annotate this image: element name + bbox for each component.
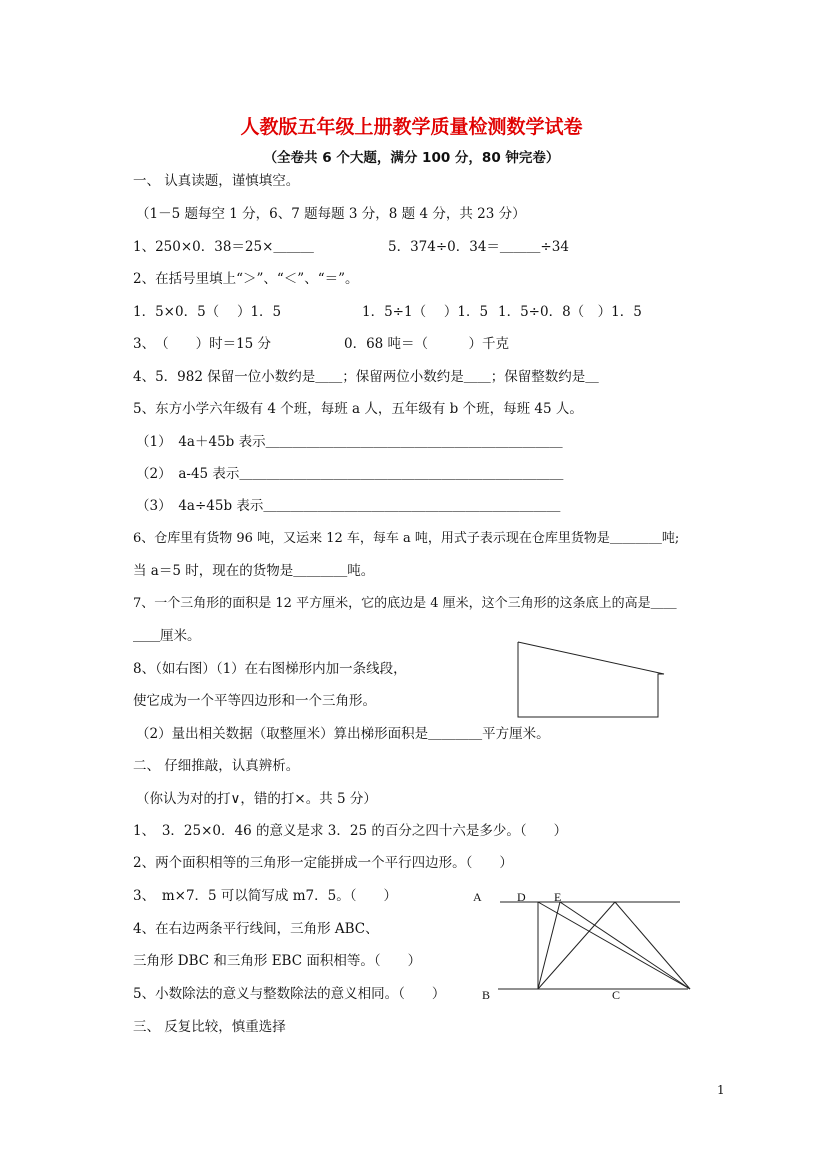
question-2b: 1．5÷1（ ）1．5 <box>362 304 489 320</box>
point-label-c: C <box>612 988 621 1002</box>
exam-title: 人教版五年级上册教学质量检测数学试卷 <box>240 116 583 138</box>
question-8c: （2）量出相关数据（取整厘米）算出梯形面积是＿＿＿＿平方厘米。 <box>136 726 550 742</box>
point-label-e: E <box>554 890 562 904</box>
question-5-1: （1） 4a＋45b 表示＿＿＿＿＿＿＿＿＿＿＿＿＿＿＿＿＿＿＿＿＿＿ <box>136 434 563 450</box>
question-8a: 8、（如右图）（1）在右图梯形内加一条线段， <box>133 661 407 677</box>
question-7a: 7、一个三角形的面积是 12 平方厘米，它的底边是 4 厘米，这个三角形的这条底上的高是＿＿ <box>133 596 677 611</box>
question-4: 4、5．982 保留一位小数约是＿＿；保留两位小数约是＿＿；保留整数约是＿ <box>133 369 599 385</box>
question-6a: 6、仓库里有货物 96 吨，又运来 12 车，每车 a 吨，用式子表示现在仓库里货物是＿＿＿＿吨; <box>133 531 680 546</box>
question-2c: 1．5÷0．8（ ）1．5 <box>498 304 642 320</box>
question-6b: 当 a＝5 时，现在的货物是＿＿＿＿吨。 <box>133 563 375 579</box>
section1-heading: 一、 认真读题，谨慎填空。 <box>133 173 300 189</box>
judge-5: 5、小数除法的意义与整数除法的意义相同。（ ） <box>133 986 446 1002</box>
page-number: 1 <box>717 1083 725 1097</box>
section3-heading: 三、 反复比较，慎重选择 <box>133 1019 286 1035</box>
point-label-b: B <box>482 988 491 1002</box>
question-5: 5、东方小学六年级有 4 个班，每班 a 人，五年级有 b 个班，每班 45 人。 <box>133 401 583 417</box>
question-2a: 1．5×0．5（ ）1．5 <box>133 304 282 320</box>
judge-4b: 三角形 DBC 和三角形 EBC 面积相等。（ ） <box>133 953 422 969</box>
question-7b: ＿＿厘米。 <box>133 628 201 644</box>
question-5-2: （2） a-45 表示＿＿＿＿＿＿＿＿＿＿＿＿＿＿＿＿＿＿＿＿＿＿＿＿ <box>136 466 564 482</box>
point-label-d: D <box>517 890 526 904</box>
question-8b: 使它成为一个平等四边形和一个三角形。 <box>133 693 376 709</box>
exam-subtitle: （全卷共 6 个大题，满分 100 分，80 钟完卷） <box>263 150 560 166</box>
judge-3: 3、 m×7．5 可以简写成 m7．5。（ ） <box>133 888 397 904</box>
question-3a: 3、 （ ）时＝15 分 <box>133 336 272 352</box>
judge-2: 2、两个面积相等的三角形一定能拼成一个平行四边形。（ ） <box>133 855 513 871</box>
judge-4a: 4、在右边两条平行线间，三角形 ABC、 <box>133 921 379 937</box>
section1-note: （1－5 题每空 1 分，6、7 题每题 3 分，8 题 4 分，共 23 分） <box>136 206 526 222</box>
question-1b: 5．374÷0．34＝＿＿＿÷34 <box>388 239 569 255</box>
point-label-a: A <box>473 890 482 904</box>
question-2: 2、在括号里填上“＞”、“＜”、“＝”。 <box>133 271 359 287</box>
question-3b: 0．68 吨＝（ ）千克 <box>344 336 510 352</box>
question-5-3: （3） 4a÷45b 表示＿＿＿＿＿＿＿＿＿＿＿＿＿＿＿＿＿＿＿＿＿＿ <box>136 498 561 514</box>
judge-1: 1、 3．25×0．46 的意义是求 3．25 的百分之四十六是多少。（ ） <box>133 823 568 839</box>
question-1a: 1、250×0．38＝25×＿＿＿ <box>133 239 314 255</box>
section2-note: （你认为对的打∨，错的打×。共 5 分） <box>136 791 377 807</box>
section2-heading: 二、 仔细推敲，认真辨析。 <box>133 758 300 774</box>
